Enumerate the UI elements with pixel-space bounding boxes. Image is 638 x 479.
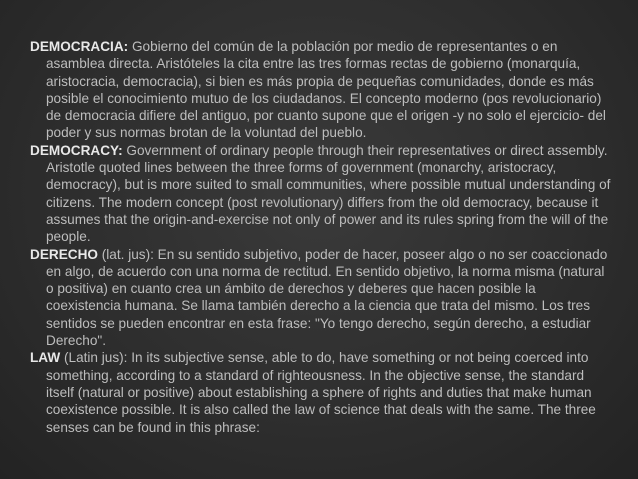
entry-law — [30, 349, 612, 435]
entry-democracy — [30, 142, 612, 246]
definition-democracy: Government of ordinary people through their representatives or direct assembly. Aristotle quoted lines between the three forms of government (monarchy, aristocracy, democracy), but is more suited to small communities, where possible mutual understanding of citizens. The modern concept (post revolutionary) differs from the old democracy, because it assumes that the origin-and-exercise not only of power and its rules spring from the will of the people. — [46, 142, 611, 245]
entry-democracia — [30, 38, 612, 142]
definition-democracia: Gobierno del común de la población por medio de representantes o en asamblea directa. Aristóteles la cita entre las tres formas rectas de gobierno (monarquía, aristocracia, democracia), si bien es más propia de pequeñas comunidades, donde es más posible el conocimiento mutuo de los ciudadanos. El concepto moderno (pos revolucionario) de democracia difiere del antiguo, por cuanto supone que el origen -y no solo el ejercicio- del poder y sus normas brotan de la voluntad del pueblo. — [46, 39, 606, 141]
term-democracy: DEMOCRACY: — [30, 142, 123, 158]
definition-derecho: (lat. jus): En su sentido subjetivo, poder de hacer, poseer algo o no ser coaccionado en algo, de acuerdo con una norma de rectitud. En sentido objetivo, la norma misma (natural o positiva) en cuanto crea un ámbito de derechos y deberes que hacen posible la coexistencia humana. Se llama también derecho a la ciencia que trata del mismo. Los tres sentidos se pueden encontrar en esta frase: "Yo tengo derecho, según derecho, a estudiar Derecho". — [46, 246, 608, 349]
glossary-text — [30, 38, 612, 436]
entry-derecho — [30, 246, 612, 350]
definition-law: (Latin jus): In its subjective sense, able to do, have something or not being coerced into something, according to a standard of righteousness. In the objective sense, the standard itself (natural or positive) about establishing a sphere of rights and duties that make human coexistence possible. It is also called the law of science that deals with the same. The three senses can be found in this phrase: — [46, 350, 596, 435]
term-democracia: DEMOCRACIA: — [30, 39, 129, 54]
term-law: LAW — [30, 350, 61, 366]
term-derecho: DERECHO — [30, 246, 98, 262]
